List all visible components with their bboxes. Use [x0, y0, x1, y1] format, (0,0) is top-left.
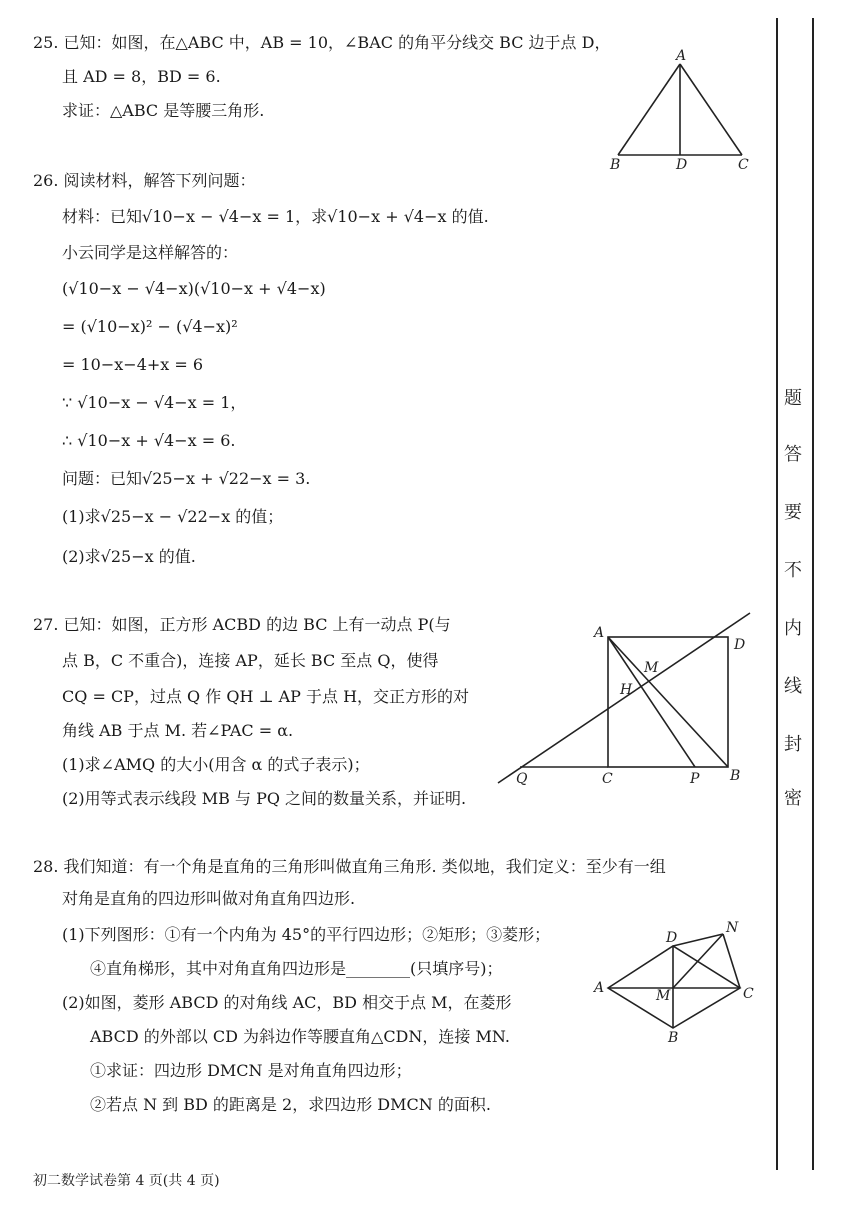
q25-label-d: D	[676, 157, 688, 173]
q28-label-b: B	[668, 1030, 679, 1046]
q27-line-1: 27. 已知：如图，正方形 ACBD 的边 BC 上有一动点 P(与	[33, 615, 451, 634]
q27-label-c: C	[602, 771, 613, 787]
seal-char-6: 线	[784, 676, 802, 697]
q25-triangle-figure	[600, 48, 760, 177]
page-footer: 初二数学试卷第 4 页(共 4 页)	[33, 1173, 220, 1189]
seal-char-2: 答	[784, 444, 802, 465]
q27-line-6: (2)用等式表示线段 MB 与 PQ 之间的数量关系，并证明.	[62, 789, 467, 808]
q26-line-3: 小云同学是这样解答的：	[62, 243, 239, 262]
q27-label-p: P	[690, 771, 700, 787]
q26-line-5: = (√10−x)² − (√4−x)²	[62, 317, 238, 336]
q26-line-1: 26. 阅读材料，解答下列问题：	[33, 171, 256, 190]
q27-label-d: D	[734, 637, 746, 653]
q27-label-b: B	[730, 768, 741, 784]
q28-line-5: (2)如图，菱形 ABCD 的对角线 AC，BD 相交于点 M，在菱形	[62, 993, 512, 1012]
q26-line-10: (1)求√25−x − √22−x 的值；	[62, 507, 284, 526]
seal-char-7: 封	[784, 734, 802, 755]
q25-line-2: 且 AD = 8，BD = 6.	[62, 67, 221, 86]
q28-line-4: ④直角梯形，其中对角直角四边形是________(只填序号)；	[90, 959, 503, 978]
q26-line-6: = 10−x−4+x = 6	[62, 355, 204, 374]
seal-char-3: 要	[784, 502, 802, 523]
q28-label-a: A	[594, 980, 605, 996]
q28-line-6: ABCD 的外部以 CD 为斜边作等腰直角△CDN，连接 MN.	[90, 1027, 510, 1046]
q26-line-9: 问题：已知√25−x + √22−x = 3.	[62, 469, 311, 488]
q28-label-n: N	[726, 920, 739, 936]
q28-label-d: D	[666, 930, 678, 946]
q25-label-a: A	[676, 48, 687, 64]
q27-square-figure	[490, 605, 765, 805]
q27-label-a: A	[594, 625, 605, 641]
q28-rhombus-figure	[590, 918, 760, 1046]
seal-char-4: 不	[784, 560, 802, 581]
q27-line-5: (1)求∠AMQ 的大小(用含 α 的式子表示)；	[62, 755, 370, 774]
q28-line-8: ②若点 N 到 BD 的距离是 2，求四边形 DMCN 的面积.	[90, 1095, 491, 1114]
q28-line-7: ①求证：四边形 DMCN 是对角直角四边形；	[90, 1061, 412, 1080]
binding-line-left	[776, 18, 778, 1170]
q25-label-c: C	[738, 157, 749, 173]
q26-line-4: (√10−x − √4−x)(√10−x + √4−x)	[62, 279, 326, 298]
q28-label-c: C	[743, 986, 754, 1002]
q27-label-h: H	[620, 682, 633, 698]
seal-char-1: 题	[784, 388, 802, 409]
q28-line-3: (1)下列图形：①有一个内角为 45°的平行四边形；②矩形；③菱形；	[62, 925, 551, 944]
seal-char-5: 内	[784, 618, 802, 639]
q28-label-m: M	[656, 988, 671, 1004]
q25-line-1: 25. 已知：如图，在△ABC 中，AB = 10，∠BAC 的角平分线交 BC 边于点 D，	[33, 33, 611, 52]
q28-line-2: 对角是直角的四边形叫做对角直角四边形.	[62, 889, 356, 908]
q27-line-4: 角线 AB 于点 M. 若∠PAC = α.	[62, 721, 294, 740]
binding-line-right	[812, 18, 814, 1170]
q27-line-2: 点 B，C 不重合)，连接 AP，延长 BC 至点 Q，使得	[62, 651, 439, 670]
q27-line-3: CQ = CP，过点 Q 作 QH ⊥ AP 于点 H，交正方形的对	[62, 687, 470, 706]
q25-label-b: B	[610, 157, 621, 173]
q26-line-8: ∴ √10−x + √4−x = 6.	[62, 431, 236, 450]
q28-line-1: 28. 我们知道：有一个角是直角的三角形叫做直角三角形. 类似地，我们定义：至少有一组	[33, 857, 666, 876]
q26-line-7: ∵ √10−x − √4−x = 1，	[62, 393, 247, 412]
q27-label-q: Q	[516, 771, 528, 787]
seal-char-8: 密	[784, 788, 802, 809]
q27-label-m: M	[644, 660, 659, 676]
q26-line-11: (2)求√25−x 的值.	[62, 547, 196, 566]
q25-line-3: 求证：△ABC 是等腰三角形.	[62, 101, 265, 120]
q26-line-2: 材料：已知√10−x − √4−x = 1，求√10−x + √4−x 的值.	[62, 207, 489, 226]
